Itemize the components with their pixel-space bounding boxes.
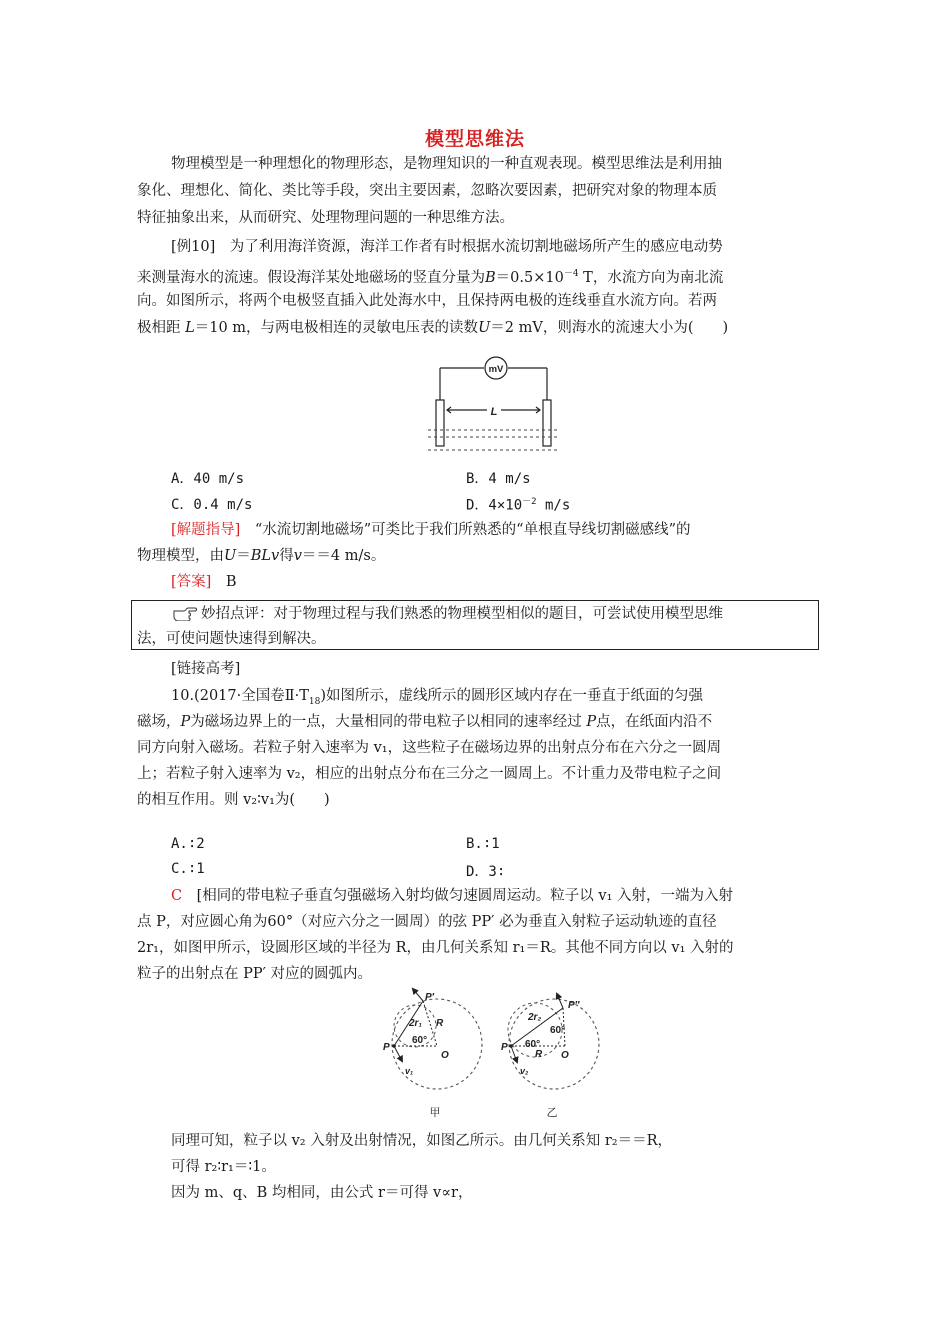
option-a: A．40 m/s [171,471,245,487]
solution-line-2: 点 P，对应圆心角为60°（对应六分之一圆周）的弦 PP′ 必为垂直入射粒子运动轨迹的直径 [137,914,717,930]
tip-line-1: 妙招点评：对于物理过程与我们熟悉的物理模型相似的题目，可尝试使用模型思维 [201,606,723,622]
svg-text:2r₂: 2r₂ [528,1012,542,1023]
solution-line-1: C [相同的带电粒子垂直匀强磁场入射均做匀速圆周运动。粒子以 v₁ 入射，一端为入射 [171,888,733,904]
answer-value: B [225,574,237,590]
meter-label: mV [488,364,504,375]
caption-yi: 乙 [546,1107,558,1119]
option-c: C．0.4 m/s [171,497,253,513]
page-title: 模型思维法 [424,128,525,150]
intro-line-2: 象化、理想化、简化、类比等手段，突出主要因素，忽略次要因素，把研究对象的物理本质 [137,183,717,199]
circuit-diagram [420,352,570,457]
q10-line-2: 磁场，P为磁场边界上的一点，大量相同的带电粒子以相同的速率经过 P点，在纸面内沿不 [137,714,713,730]
example-line-3: 向。如图所示，将两个电极竖直插入此处海水中，且保持两电极的连线垂直水流方向。若两 [137,293,717,309]
left-electrode [436,400,444,446]
solution-answer: C [171,888,183,904]
q10-line-5: 的相互作用。则 v₂∶v₁为( ) [137,792,330,808]
svg-text:O: O [561,1050,569,1061]
option-d: D．$4\times 10^{-2}$ m/s [466,497,571,514]
q10-line-4: 上；若粒子射入速率为 v₂，相应的出射点分布在三分之一圆周上。不计重力及带电粒子之间 [137,766,722,782]
q10-line-1: 10.(2017·全国卷$Ⅱ\cdot T_{18}$)如图所示，虚线所示的圆形区域内存在一垂直于纸面的匀强 [171,688,703,707]
answer-label: [答案] [171,574,212,590]
svg-text:O: O [441,1050,449,1061]
figure-right [501,994,599,1119]
left-velocity-arrow [394,1046,402,1061]
right-electrode [543,400,551,446]
svg-text:R: R [535,1049,543,1060]
q10-option-c: C.∶1 [171,861,205,877]
svg-text:60°: 60° [412,1035,428,1046]
q10-line-3: 同方向射入磁场。若粒子射入速率为 v₁，这些粒子在磁场边界的出射点分布在六分之一圆周 [137,740,722,756]
length-label: L [490,406,498,418]
answer-line [171,572,236,592]
pointing-hand-icon [172,605,198,621]
figure-left [383,989,482,1119]
svg-text:v₁: v₁ [405,1066,414,1076]
svg-text:v₂: v₂ [520,1066,529,1076]
example-line-4: 极相距 L＝10 m，与两电极相连的灵敏电压表的读数U＝2 mV，则海水的流速大小为( ) [137,320,729,336]
svg-text:60°: 60° [525,1039,541,1050]
intro-line-1: 物理模型是一种理想化的物理形态，是物理知识的一种直观表现。模型思维法是利用抽 [171,156,722,172]
closing-line-1: 同理可知，粒子以 v₂ 入射及出射情况，如图乙所示。由几何关系知 r₂＝＝R， [171,1133,672,1149]
link-label: [链接高考] [171,661,241,677]
option-b: B．4 m/s [466,471,531,487]
svg-text:2r₁: 2r₁ [409,1018,422,1029]
example-line-2: 来测量海水的流速。假设海洋某处地磁场的竖直分量为$B=0.5\times 10^{-4}$ T，水流方向为南北流 [137,269,724,286]
example-line-1: [例10] 为了利用海洋资源，海洋工作者有时根据水流切割地磁场所产生的感应电动势 [171,239,723,255]
guide-label: [解题指导] [171,522,241,538]
solution-line-3: 2r₁，如图甲所示，设圆形区域的半径为 R，由几何关系知 r₁＝R。其他不同方向以 v₁ 入射的 [137,940,734,956]
guide-line-2: 物理模型，由U＝BLv得v＝＝4 m/s。 [137,548,386,564]
svg-text:P″: P″ [568,1000,580,1011]
solution-line-4: 粒子的出射点在 PP′ 对应的圆弧内。 [137,966,373,982]
intro-line-3: 特征抽象出来，从而研究、处理物理问题的一种思维方法。 [137,210,514,226]
svg-text:P′: P′ [425,992,435,1003]
svg-text:P: P [501,1042,508,1053]
example-label: [例10] [171,239,216,255]
magnetic-field-figure [375,986,610,1121]
q10-option-b: B.∶1 [466,836,500,852]
svg-text:P: P [383,1042,390,1053]
q10-option-a: A.∶2 [171,836,205,852]
closing-line-2: 可得 r₂∶r₁＝∶1。 [171,1159,276,1175]
closing-line-3: 因为 m、q、B 均相同，由公式 r＝可得 v∝r， [171,1185,473,1201]
svg-text:R: R [436,1018,444,1029]
right-velocity-arrow [511,1046,517,1062]
q10-option-d: D．3∶ [466,864,506,880]
guide-line-1: [解题指导] “水流切割地磁场”可类比于我们所熟悉的“单根直导线切割磁感线”的 [171,522,691,538]
svg-text:60°: 60° [550,1025,566,1036]
caption-jia: 甲 [429,1107,441,1119]
tip-line-2: 法，可使问题快速得到解决。 [137,631,326,647]
